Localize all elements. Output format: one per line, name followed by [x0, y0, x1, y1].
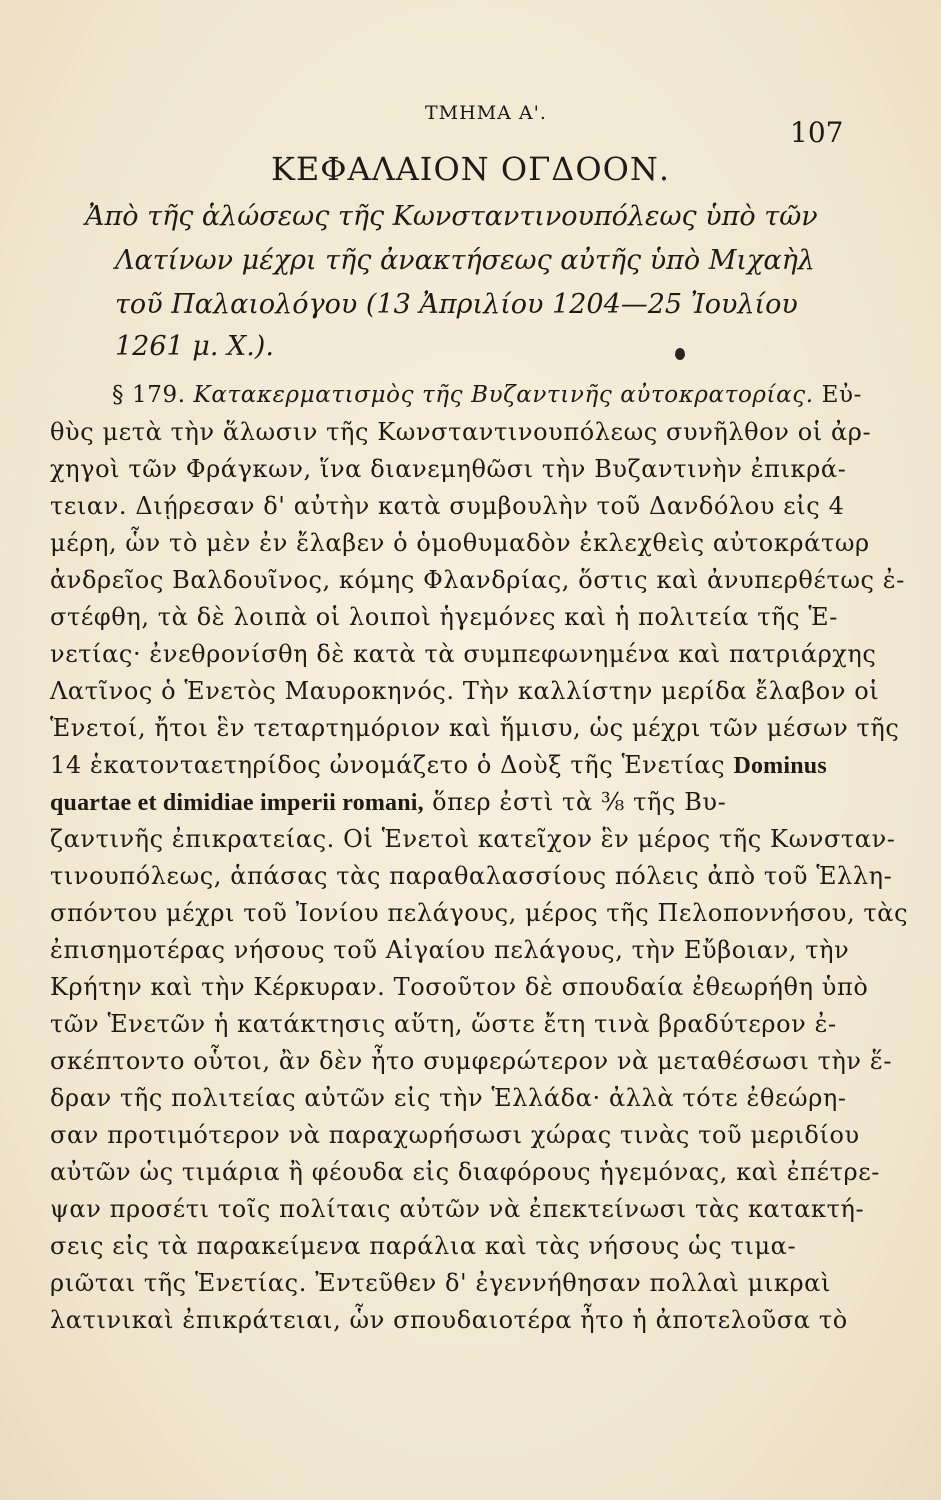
paragraph-line: στέφθη, τὰ δὲ λοιπὰ οἱ λοιποὶ ἡγεμόνες καὶ ἡ πολιτεία τῆς Ἑ- [50, 603, 838, 631]
latin-phrase: quartae et dimidiae imperii romani, [50, 790, 424, 816]
chapter-subtitle-line: τοῦ Παλαιολόγου (13 Ἀπριλίου 1204—25 Ἰουλίου [115, 289, 798, 320]
paragraph-line: Κρήτην καὶ τὴν Κέρκυραν. Τοσοῦτον δὲ σπουδαία ἐθεωρήθη ὑπὸ [50, 973, 869, 1001]
paragraph-line: 14 ἑκατονταετηρίδος ὠνομάζετο ὁ Δοὺξ τῆς Ἑνετίας Dominus [50, 751, 827, 779]
section-heading: Κατακερματισμὸς τῆς Βυζαντινῆς αὐτοκρατορίας. [193, 382, 814, 408]
paragraph-line: τειαν. Διῄρεσαν δ' αὐτὴν κατὰ συμβουλὴν τοῦ Δανδόλου εἰς 4 [50, 492, 845, 520]
paragraph-line: ἀνδρεῖος Βαλδουῖνος, κόμης Φλανδρίας, ὅστις καὶ ἀνυπερθέτως ἐ- [50, 566, 905, 594]
paragraph-line: ἐπισημοτέρας νήσους τοῦ Αἰγαίου πελάγους, τὴν Εὔβοιαν, τὴν [50, 936, 850, 964]
paragraph-line: σκέπτοντο οὗτοι, ἂν δὲν ἦτο συμφερώτερον νὰ μεταθέσωσι τὴν ἕ- [50, 1047, 893, 1075]
chapter-title: ΚΕΦΑΛΑΙΟΝ ΟΓΔΟΟΝ. [270, 150, 671, 188]
section-heading-line [112, 378, 912, 413]
running-header: ΤΜΗΜΑ Α'. [425, 102, 547, 124]
paragraph-line: ψαν προσέτι τοῖς πολίταις αὐτῶν νὰ ἐπεκτείνωσι τὰς κατακτή- [50, 1195, 865, 1223]
paragraph-line: μέρη, ὧν τὸ μὲν ἐν ἔλαβεν ὁ ὁμοθυμαδὸν ἐκλεχθεὶς αὐτοκράτωρ [50, 529, 870, 557]
paragraph-line: αὐτῶν ὡς τιμάρια ἢ φέουδα εἰς διαφόρους ἡγεμόνας, καὶ ἐπέτρε- [50, 1158, 880, 1186]
paragraph-line: σεις εἰς τὰ παρακείμενα παράλια καὶ τὰς νήσους ὡς τιμα- [50, 1232, 797, 1260]
ink-dot [675, 348, 685, 360]
paragraph-line: χηγοὶ τῶν Φράγκων, ἵνα διανεμηθῶσι τὴν Βυζαντινὴν ἐπικρά- [50, 455, 847, 483]
chapter-subtitle-line: 1261 μ. Χ.). [115, 331, 274, 362]
paragraph-line: νετίας· ἐνεθρονίσθη δὲ κατὰ τὰ συμπεφωνημένα καὶ πατριάρχης [50, 640, 877, 668]
page-number: 107 [790, 116, 844, 149]
section-text-start: Εὐ- [821, 382, 862, 408]
paragraph-line: λατινικαὶ ἐπικράτειαι, ὧν σπουδαιοτέρα ἦτο ἡ ἀποτελοῦσα τὸ [50, 1306, 848, 1334]
paragraph-line: Λατῖνος ὁ Ἑνετὸς Μαυροκηνός. Τὴν καλλίστην μερίδα ἔλαβον οἱ [50, 677, 880, 705]
paragraph-line: ριῶται τῆς Ἑνετίας. Ἐντεῦθεν δ' ἐγεννήθησαν πολλαὶ μικραὶ [50, 1269, 831, 1297]
chapter-subtitle-line: Λατίνων μέχρι τῆς ἀνακτήσεως αὐτῆς ὑπὸ Μιχαὴλ [115, 245, 815, 276]
paragraph-line: Ἑνετοί, ἤτοι ἓν τεταρτημόριον καὶ ἥμισυ, ὡς μέχρι τῶν μέσων τῆς [50, 714, 900, 742]
paragraph-line: θὺς μετὰ τὴν ἅλωσιν τῆς Κωνσταντινουπόλεως συνῆλθον οἱ ἀρ- [50, 418, 872, 446]
paragraph-line: δραν τῆς πολιτείας αὐτῶν εἰς τὴν Ἑλλάδα· ἀλλὰ τότε ἐθεώρη- [50, 1084, 847, 1112]
section-number: § 179. [112, 382, 186, 408]
paragraph-line: σπόντου μέχρι τοῦ Ἰονίου πελάγους, μέρος τῆς Πελοποννήσου, τὰς [50, 899, 909, 927]
latin-phrase: Dominus [733, 753, 827, 779]
paragraph-line: ζαντινῆς ἐπικρατείας. Οἱ Ἑνετοὶ κατεῖχον ἓν μέρος τῆς Κωνσταν- [50, 825, 896, 853]
chapter-subtitle-line: Ἀπὸ τῆς ἁλώσεως τῆς Κωνσταντινουπόλεως ὑπὸ τῶν [85, 201, 818, 232]
paragraph-line: quartae et dimidiae imperii romani, ὅπερ ἐστὶ τὰ ⅜ τῆς Βυ- [50, 788, 727, 816]
paragraph-line: τῶν Ἑνετῶν ἡ κατάκτησις αὕτη, ὥστε ἔτη τινὰ βραδύτερον ἐ- [50, 1010, 837, 1038]
paragraph-line: τινουπόλεως, ἁπάσας τὰς παραθαλασσίους πόλεις ἀπὸ τοῦ Ἑλλη- [50, 862, 893, 890]
paragraph-line: σαν προτιμότερον νὰ παραχωρήσωσι χώρας τινὰς τοῦ μεριδίου [50, 1121, 860, 1149]
